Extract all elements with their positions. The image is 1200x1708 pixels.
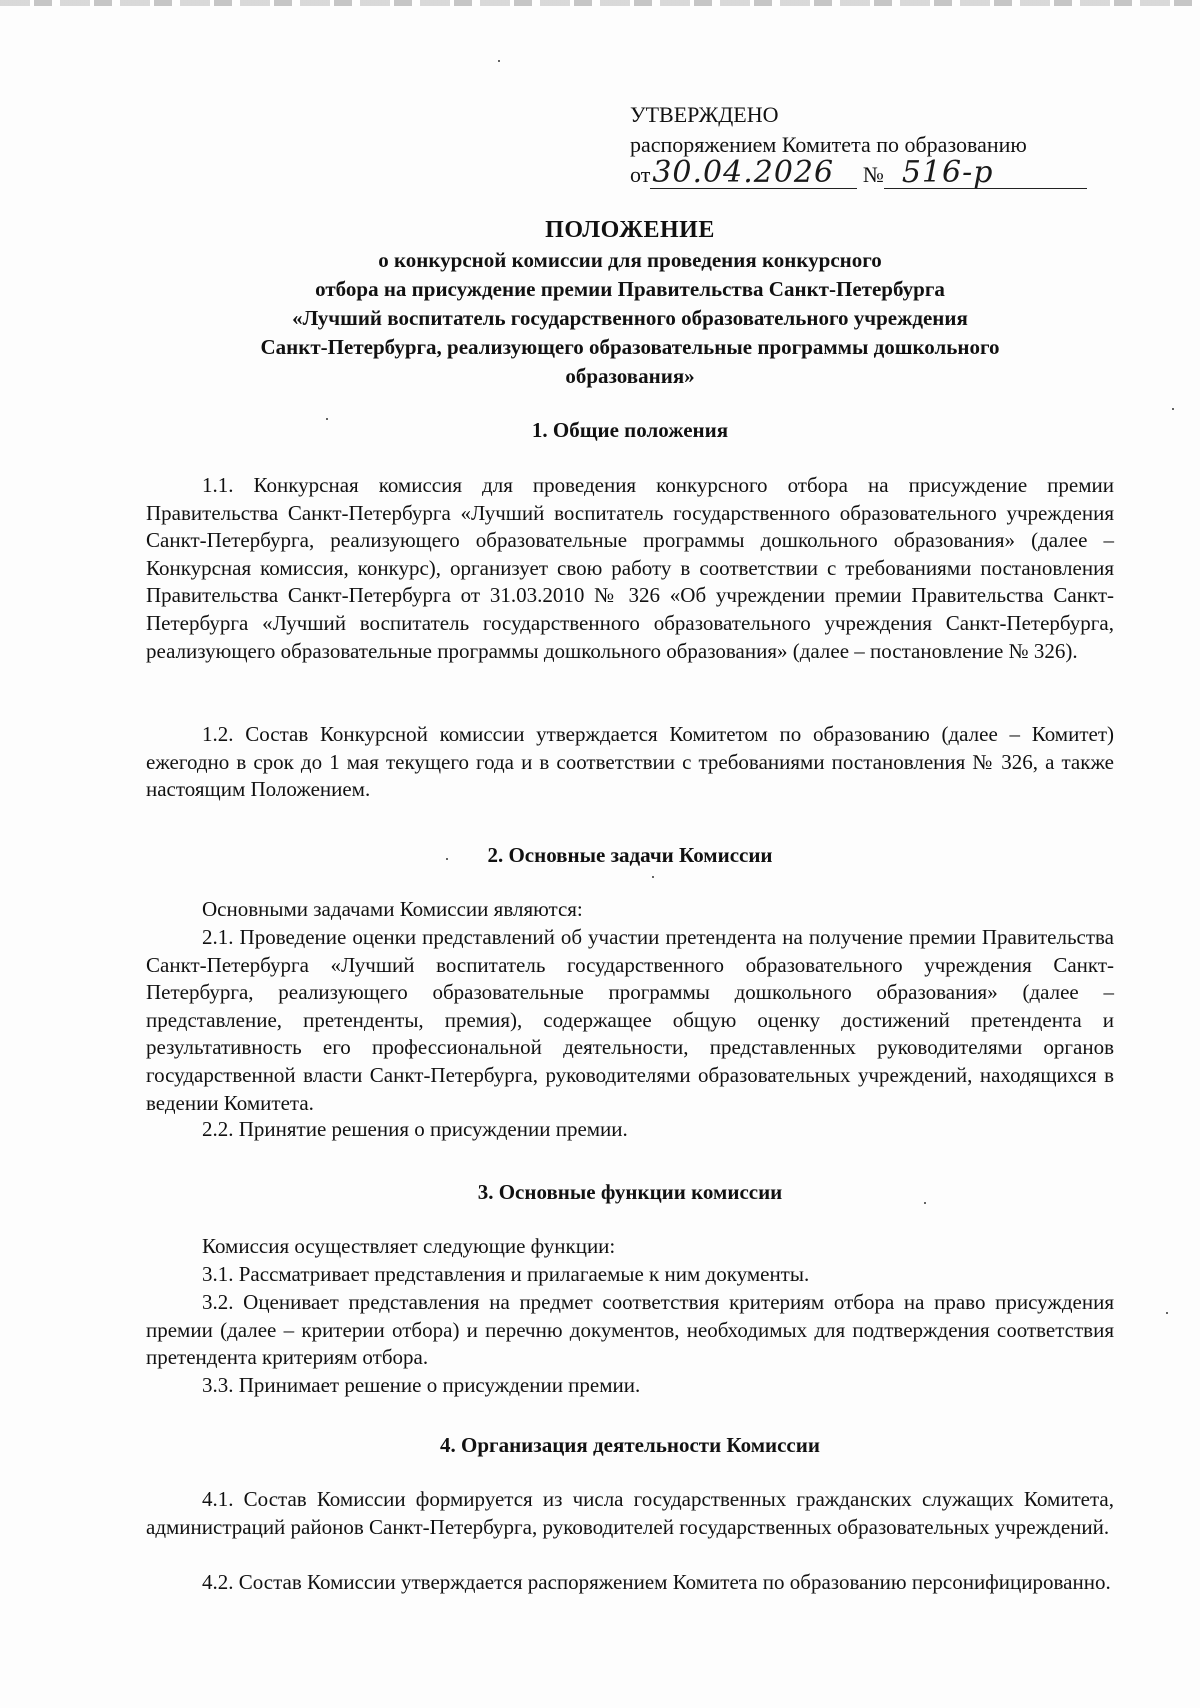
approval-by-line: распоряжением Комитета по образованию <box>630 132 1027 157</box>
handwritten-number: 516-р <box>901 155 994 190</box>
title-line-5: образования» <box>565 364 695 388</box>
date-prefix: от <box>630 162 651 187</box>
scan-speck <box>652 876 654 878</box>
paragraph: 2.1. Проведение оценки представлений об участии претендента на получение премии Правительства Санкт-Петербурга «Лучший воспитатель государственного образовательного учреждения Санкт-Петербурга, реализующего образовательные программы дошкольного образования» (далее – представление, претенденты, премия), содержащее общую оценку достижений претендента и результативность его профессиональной деятельности, представленных руководителями органов государственной власти Санкт-Петербурга, руководителями образовательных учреждений, находящихся в ведении Комитета. <box>146 925 1114 1115</box>
paragraph: 4.1. Состав Комиссии формируется из числа государственных гражданских служащих Комитета, администраций районов Санкт-Петербурга, руководителей государственных образовательных учреждений. <box>146 1487 1114 1539</box>
title-line-3: «Лучший воспитатель государственного образовательного учреждения <box>292 306 968 330</box>
number-sign: № <box>862 162 884 187</box>
title-line-2: отбора на присуждение премии Правительства Санкт-Петербурга <box>315 277 945 301</box>
approval-block <box>630 100 1070 190</box>
section-heading: 1. Общие положения <box>531 418 729 442</box>
document-title-block <box>140 214 1120 391</box>
paragraph: 3.3. Принимает решение о присуждении премии. <box>202 1373 641 1397</box>
handwritten-date: 30.04.2026 <box>652 155 835 190</box>
paragraph: 4.2. Состав Комиссии утверждается распоряжением Комитета по образованию персонифицированно. <box>202 1570 1111 1594</box>
document-title: ПОЛОЖЕНИЕ <box>545 217 715 243</box>
scan-speck <box>498 60 500 62</box>
approval-date-line <box>630 155 1070 190</box>
paragraph: 1.1. Конкурсная комиссия для проведения конкурсного отбора на присуждение премии Правительства Санкт-Петербурга «Лучший воспитатель государственного образовательного учреждения Санкт-Петербурга, реализующего образовательные программы дошкольного образования» (далее – Конкурсная комиссия, конкурс), организует свою работу в соответствии с требованиями постановления Правительства Санкт-Петербурга от 31.03.2010 № 326 «Об учреждении премии Правительства Санкт-Петербурга «Лучший воспитатель государственного образовательного учреждения Санкт-Петербурга, реализующего образовательные программы дошкольного образования» (далее – постановление № 326). <box>146 473 1114 663</box>
section-heading: 2. Основные задачи Комиссии <box>487 843 773 867</box>
section-heading: 3. Основные функции комиссии <box>477 1180 783 1204</box>
scan-speck <box>1172 408 1174 410</box>
paragraph: Основными задачами Комиссии являются: <box>202 897 583 921</box>
scan-speck <box>1166 1312 1168 1314</box>
scan-edge-artifact <box>0 0 1200 6</box>
paragraph: Комиссия осуществляет следующие функции: <box>202 1234 616 1258</box>
paragraph: 1.2. Состав Конкурсной комиссии утверждается Комитетом по образованию (далее – Комитет) ежегодно в срок до 1 мая текущего года и в соответствии с требованиями постановления № 326, а также настоящим Положением. <box>146 722 1114 802</box>
paragraph: 3.1. Рассматривает представления и прилагаемые к ним документы. <box>202 1262 810 1286</box>
paragraph: 3.2. Оценивает представления на предмет соответствия критериям отбора на право присуждения премии (далее – критерии отбора) и перечню документов, необходимых для подтверждения соответствия претендента критериям отбора. <box>146 1290 1114 1370</box>
title-line-4: Санкт-Петербурга, реализующего образовательные программы дошкольного <box>260 335 1000 359</box>
title-line-1: о конкурсной комиссии для проведения конкурсного <box>378 248 882 272</box>
paragraph: 2.2. Принятие решения о присуждении премии. <box>202 1117 628 1141</box>
section-heading: 4. Организация деятельности Комиссии <box>440 1433 820 1457</box>
approval-heading: УТВЕРЖДЕНО <box>630 102 779 127</box>
